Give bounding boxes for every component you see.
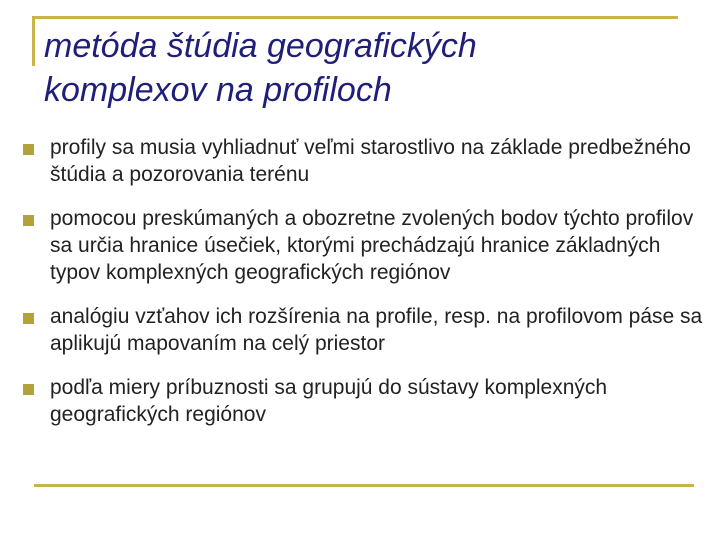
list-item	[20, 134, 710, 188]
bullet-list	[20, 134, 710, 445]
list-item	[20, 374, 710, 428]
square-bullet-icon	[23, 313, 34, 324]
list-item	[20, 205, 710, 286]
square-bullet-icon	[23, 384, 34, 395]
left-decorative-rule	[32, 16, 35, 66]
top-decorative-rule	[32, 16, 678, 19]
bullet-text: profily sa musia vyhliadnuť veľmi starostlivo na základe predbežného štúdia a pozorovania terénu	[50, 136, 691, 186]
bullet-text: pomocou preskúmaných a obozretne zvolených bodov týchto profilov sa určia hranice úsečiek, ktorými prechádzajú hranice základných typov komplexných geografických regiónov	[50, 207, 694, 284]
square-bullet-icon	[23, 144, 34, 155]
bottom-decorative-rule	[34, 484, 694, 487]
list-item	[20, 303, 710, 357]
slide-title: metóda štúdia geografických komplexov na profiloch	[44, 27, 477, 109]
bullet-text: analógiu vzťahov ich rozšírenia na profile, resp. na profilovom páse sa aplikujú mapovaním na celý priestor	[50, 305, 703, 355]
bullet-text: podľa miery príbuznosti sa grupujú do sústavy komplexných geografických regiónov	[50, 376, 608, 426]
square-bullet-icon	[23, 215, 34, 226]
